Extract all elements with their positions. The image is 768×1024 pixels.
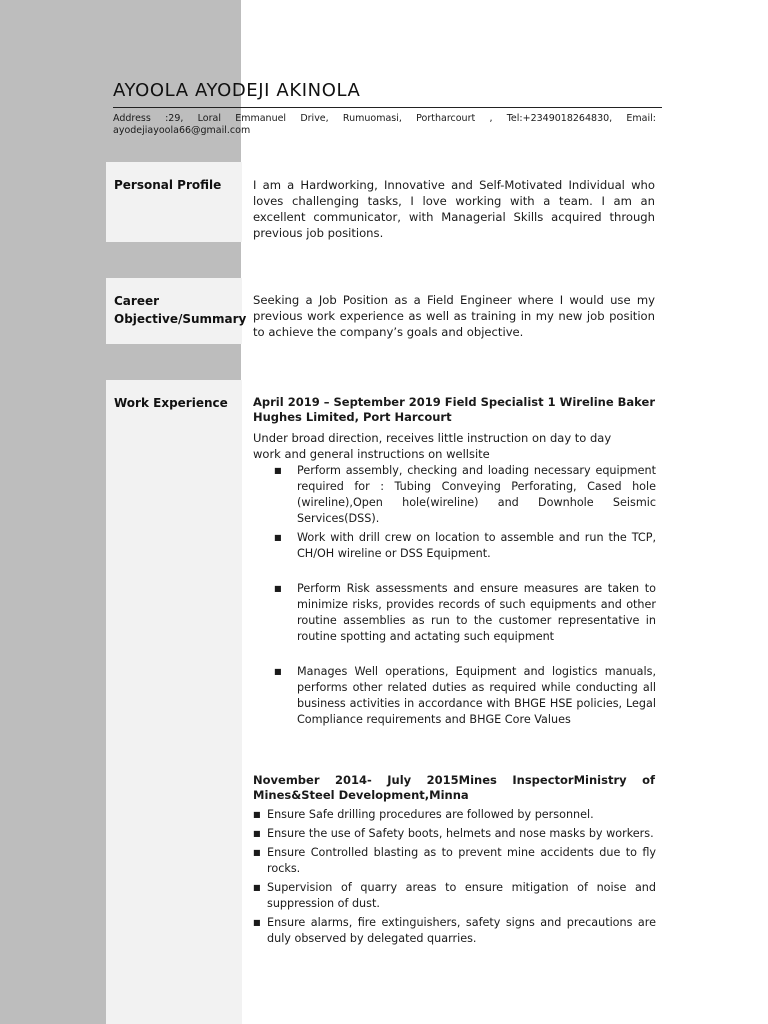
- list-item: ■ Ensure alarms, fire extinguishers, safety signs and precautions are duly observed by delegated quarries.: [253, 916, 656, 945]
- job-duties-list-2: [253, 807, 656, 950]
- list-item: ■ Ensure Controlled blasting as to prevent mine accidents due to fly rocks.: [253, 846, 656, 875]
- profile-label: Personal Profile: [114, 178, 222, 192]
- bullet-icon: ■: [253, 810, 261, 819]
- objective-label-line1: Career: [114, 294, 160, 308]
- experience-label: Work Experience: [114, 396, 228, 410]
- bullet-icon: ■: [253, 848, 261, 857]
- list-item: ■ Ensure the use of Safety boots, helmets and nose masks by workers.: [253, 827, 654, 840]
- section-label-experience: [106, 380, 242, 1024]
- list-item: ■ Perform assembly, checking and loading necessary equipment required for : Tubing Conveying Perforating, Cased hole (wireline),Open hole(wireline) and Downhole Seismic Services(DSS).: [274, 464, 656, 525]
- list-item: ■ Ensure Safe drilling procedures are followed by personnel.: [253, 808, 594, 821]
- objective-label-line2: Objective/Summary: [114, 312, 247, 326]
- job-intro-1: Under broad direction, receives little instruction on day to day work and general instructions on wellsite: [253, 431, 612, 461]
- header-divider: [113, 107, 662, 108]
- candidate-name: AYOOLA AYODEJI AKINOLA: [113, 80, 361, 101]
- job-duties-list-1: [274, 463, 656, 728]
- bullet-icon: ■: [253, 829, 261, 838]
- list-item: ■ Perform Risk assessments and ensure measures are taken to minimize risks, provides records of such equipments and other routine assemblies as run to the customer representative in routine spotting and actating such equipment: [274, 582, 656, 643]
- job-title-2: November 2014- July 2015Mines InspectorMinistry of Mines&Steel Development,Minna: [253, 773, 655, 802]
- section-label-profile: [106, 162, 242, 242]
- job-title-1: April 2019 – September 2019 Field Specialist 1 Wireline Baker Hughes Limited, Port Harcourt: [253, 395, 655, 424]
- bullet-icon: ■: [253, 918, 261, 927]
- bullet-icon: ■: [274, 466, 282, 475]
- profile-text: I am a Hardworking, Innovative and Self-Motivated Individual who loves challenging tasks, I love working with a team. I am an excellent communicator, with Managerial Skills acquired through previous job positions.: [253, 178, 655, 240]
- list-item: ■ Supervision of quarry areas to ensure mitigation of noise and suppression of dust.: [253, 881, 656, 910]
- bullet-icon: ■: [274, 533, 282, 542]
- bullet-icon: ■: [274, 667, 282, 676]
- section-label-objective: [106, 278, 247, 344]
- contact-info: Address :29, Loral Emmanuel Drive, Rumuomasi, Portharcourt , Tel:+2349018264830, Email: ayodejiayoola66@gmail.com: [113, 113, 656, 136]
- list-item: ■ Manages Well operations, Equipment and logistics manuals, performs other related duties as required while conducting all business activities in accordance with BHGE HSE policies, Legal Compliance requirements and BHGE Core Values: [274, 665, 656, 726]
- objective-text: Seeking a Job Position as a Field Engineer where I would use my previous work experience as well as training in my new job position to achieve the company’s goals and objective.: [253, 293, 655, 339]
- list-item: ■ Work with drill crew on location to assemble and run the TCP, CH/OH wireline or DSS Equipment.: [274, 531, 656, 560]
- bullet-icon: ■: [274, 584, 282, 593]
- bullet-icon: ■: [253, 883, 261, 892]
